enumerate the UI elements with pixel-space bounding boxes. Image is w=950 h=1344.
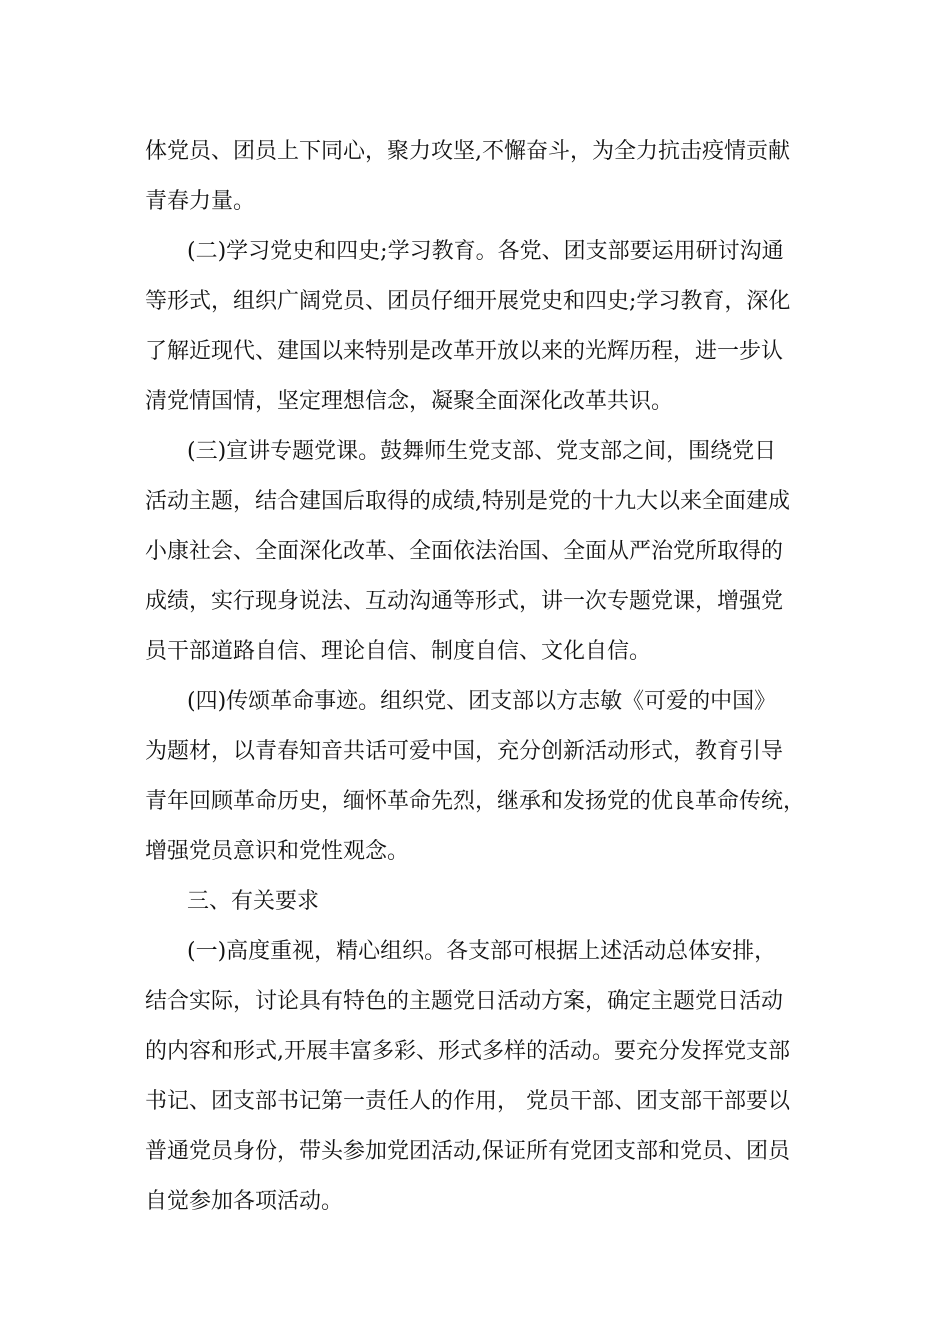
text-line: 的内容和形式,开展丰富多彩、形式多样的活动。要充分发挥党支部 — [145, 1039, 790, 1064]
text-line: 员干部道路自信、理论自信、制度自信、文化自信。 — [145, 639, 652, 664]
text-line: (一)高度重视，精心组织。各支部可根据上述活动总体安排， — [187, 939, 777, 964]
text-line: 活动主题，结合建国后取得的成绩,特别是党的十九大以来全面建成 — [145, 489, 790, 514]
text-line: 增强党员意识和党性观念。 — [145, 839, 410, 864]
text-line: (四)传颂革命事迹。组织党、团支部以方志敏《可爱的中国》 — [187, 689, 777, 714]
text-line: 小康社会、全面深化改革、全面依法治国、全面从严治党所取得的 — [145, 539, 784, 564]
text-line: 青春力量。 — [145, 189, 256, 214]
text-line: 书记、团支部书记第一责任人的作用， 党员干部、团支部干部要以 — [145, 1089, 790, 1114]
text-line: (三)宣讲专题党课。鼓舞师生党支部、党支部之间，围绕党日 — [187, 439, 777, 464]
section-heading: 三、有关要求 — [187, 889, 320, 914]
text-line: 自觉参加各项活动。 — [145, 1189, 344, 1214]
text-line: 等形式，组织广阔党员、团员仔细开展党史和四史;学习教育，深化 — [145, 289, 791, 314]
text-line: 青年回顾革命历史，缅怀革命先烈，继承和发扬党的优良革命传统， — [145, 789, 806, 814]
text-line: 清党情国情，坚定理想信念，凝聚全面深化改革共识。 — [145, 389, 674, 414]
text-line: 普通党员身份，带头参加党团活动,保证所有党团支部和党员、团员 — [145, 1139, 790, 1164]
text-line: 了解近现代、建国以来特别是改革开放以来的光辉历程，进一步认 — [145, 339, 784, 364]
text-line: (二)学习党史和四史;学习教育。各党、团支部要运用研讨沟通 — [187, 239, 784, 264]
text-line: 成绩，实行现身说法、互动沟通等形式，讲一次专题党课，增强党 — [145, 589, 784, 614]
text-line: 结合实际，讨论具有特色的主题党日活动方案，确定主题党日活动 — [145, 989, 784, 1014]
text-line: 体党员、团员上下同心，聚力攻坚,不懈奋斗，为全力抗击疫情贡献 — [145, 139, 790, 164]
text-line: 为题材，以青春知音共话可爱中国，充分创新活动形式，教育引导 — [145, 739, 784, 764]
